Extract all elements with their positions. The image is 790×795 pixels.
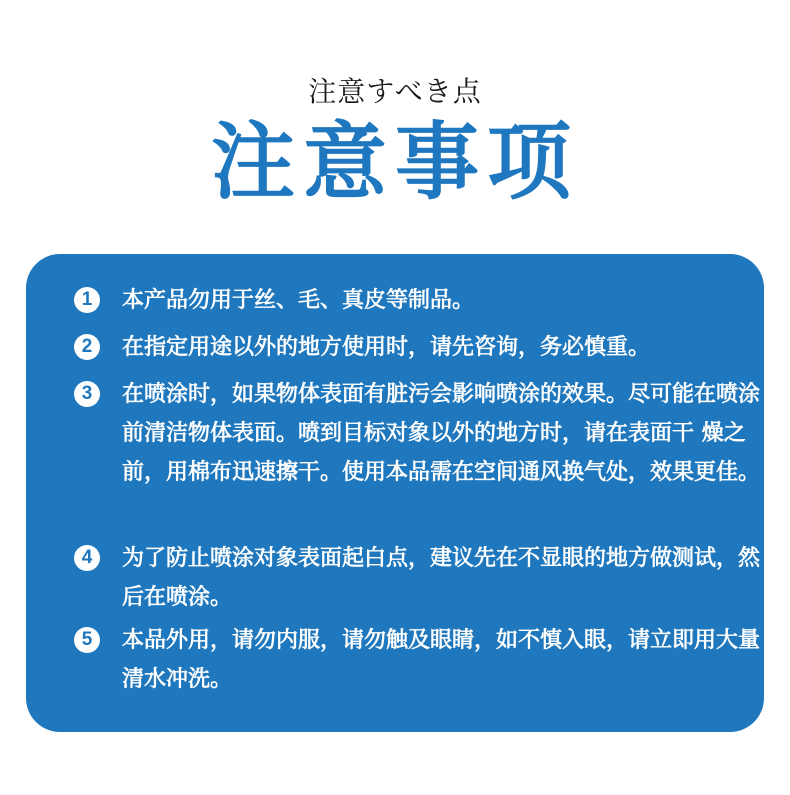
note-text: 在喷涂时，如果物体表面有脏污会影响喷涂的效果。尽可能在喷涂前清洁物体表面。喷到目标对象以外的地方时，请在表面干 燥之前，用棉布迅速擦干。使用本品需在空间通风换气处，效果更佳。 (122, 382, 761, 485)
number-badge: 4 (74, 545, 100, 571)
note-text: 本品外用，请勿内服，请勿触及眼睛，如不慎入眼，请立即用大量清水冲洗。 (122, 628, 761, 692)
note-text: 本产品勿用于丝、毛、真皮等制品。 (122, 288, 475, 313)
number-badge: 3 (74, 381, 100, 407)
number-badge: 2 (74, 334, 100, 360)
note-text: 在指定用途以外的地方使用时，请先咨询，务必慎重。 (122, 335, 651, 360)
number-badge: 1 (74, 287, 100, 313)
note-text: 为了防止喷涂对象表面起白点，建议先在不显眼的地方做测试，然后在喷涂。 (122, 546, 761, 610)
notes-panel (26, 254, 764, 732)
number-badge: 5 (74, 627, 100, 653)
subtitle: 注意すべき点 (308, 75, 482, 108)
page-title: 注意事项 (210, 113, 579, 211)
